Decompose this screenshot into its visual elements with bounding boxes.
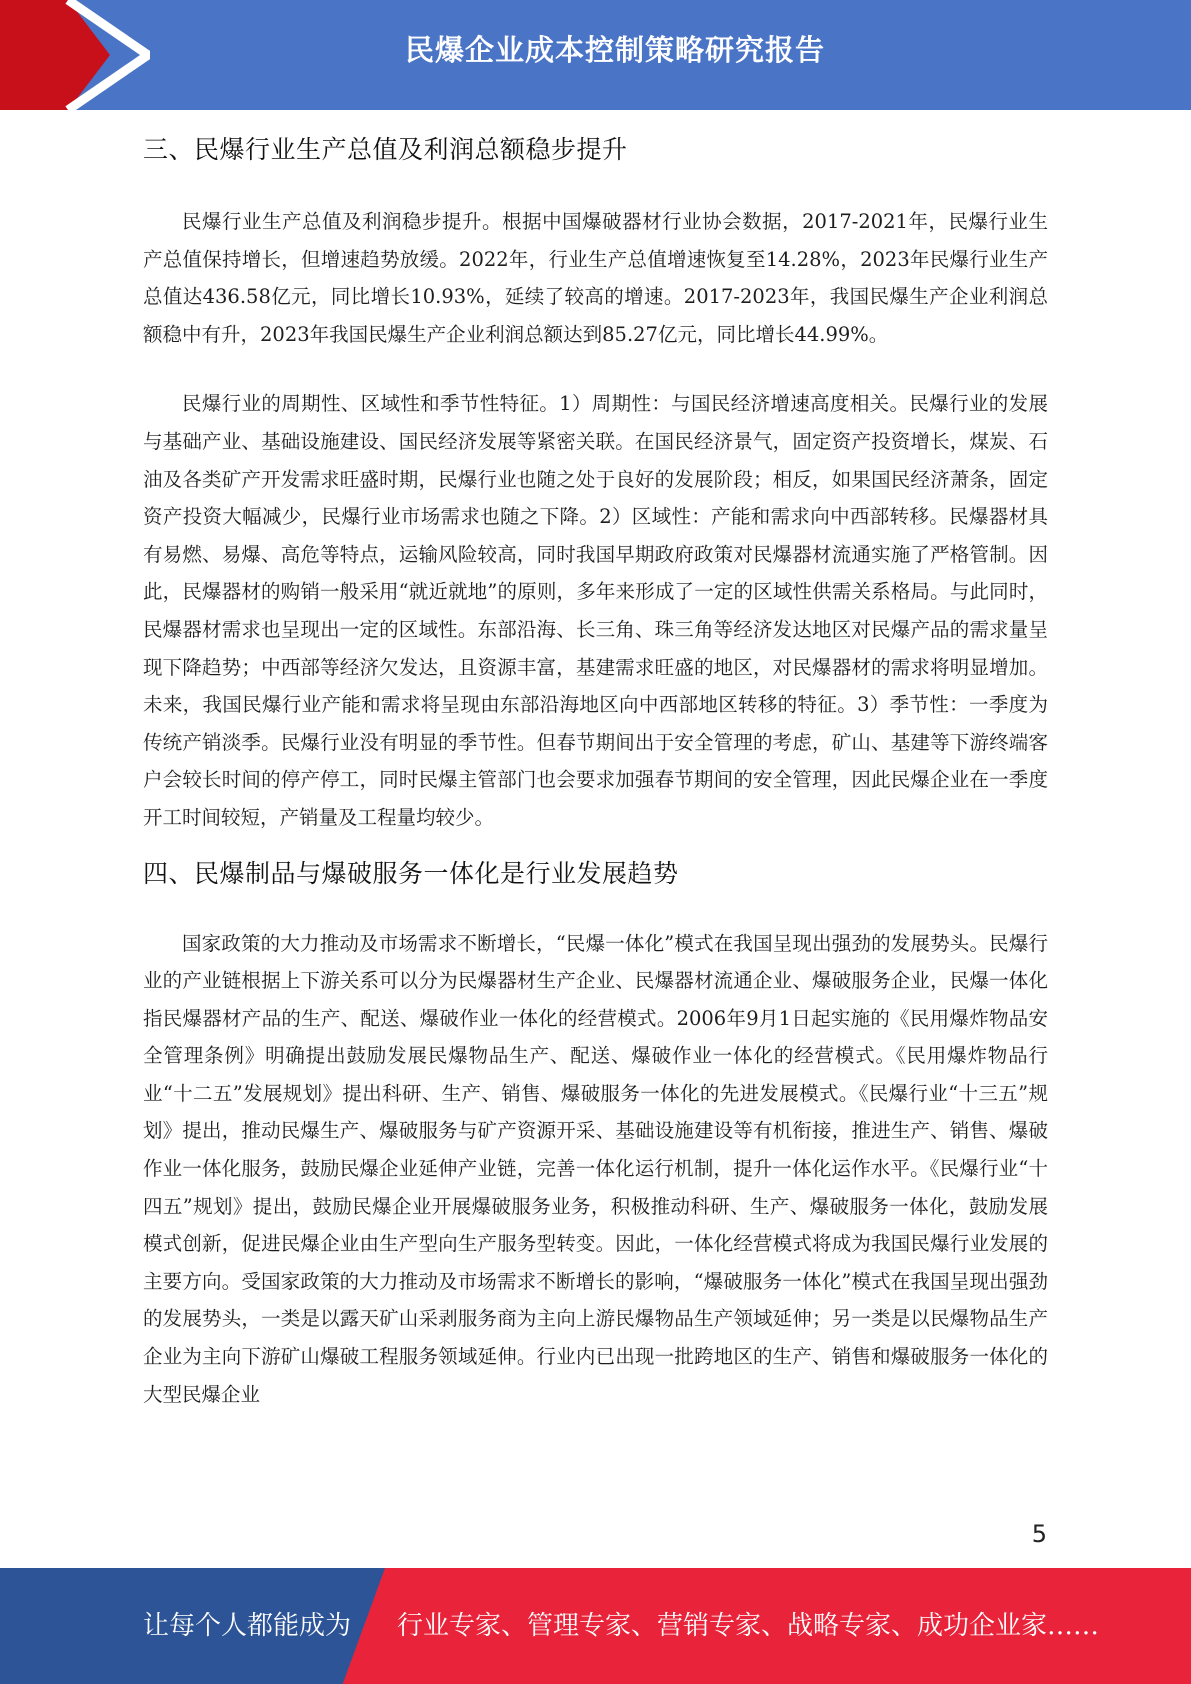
body-paragraph: 民爆行业的周期性、区域性和季节性特征。1）周期性：与国民经济增速高度相关。民爆行业的发展与基础产业、基础设施建设、国民经济发展等紧密关联。在国民经济景气，固定资产投资增长，煤炭、石油及各类矿产开发需求旺盛时期，民爆行业也随之处于良好的发展阶段；相反，如果国民经济萧条，固定资产投资大幅减少，民爆行业市场需求也随之下降。2）区域性：产能和需求向中西部转移。民爆器材具有易燃、易爆、高危等特点，运输风险较高，同时我国早期政府政策对民爆器材流通实施了严格管制。因此，民爆器材的购销一般采用“就近就地”的原则，多年来形成了一定的区域性供需关系格局。与此同时，民爆器材需求也呈现出一定的区域性。东部沿海、长三角、珠三角等经济发达地区对民爆产品的需求量呈现下降趋势；中西部等经济欠发达，且资源丰富，基建需求旺盛的地区，对民爆器材的需求将明显增加。未来，我国民爆行业产能和需求将呈现由东部沿海地区向中西部地区转移的特征。3）季节性：一季度为传统产销淡季。民爆行业没有明显的季节性。但春节期间出于安全管理的考虑，矿山、基建等下游终端客户会较长时间的停产停工，同时民爆主管部门也会要求加强春节期间的安全管理，因此民爆企业在一季度开工时间较短，产销量及工程量均较少。 [143, 392, 1048, 829]
page-header [0, 0, 1191, 110]
section-heading: 三、民爆行业生产总值及利润总额稳步提升 [143, 135, 628, 164]
footer-slogan-left: 让每个人都能成为 [143, 1611, 352, 1641]
page-footer [0, 1568, 1191, 1684]
body-paragraph: 国家政策的大力推动及市场需求不断增长，“民爆一体化”模式在我国呈现出强劲的发展势头。民爆行业的产业链根据上下游关系可以分为民爆器材生产企业、民爆器材流通企业、爆破服务企业，民爆一体化指民爆器材产品的生产、配送、爆破作业一体化的经营模式。2006年9月1日起实施的《民用爆炸物品安全管理条例》明确提出鼓励发展民爆物品生产、配送、爆破作业一体化的经营模式。《民用爆炸物品行业“十二五”发展规划》提出科研、生产、销售、爆破服务一体化的先进发展模式。《民爆行业“十三五”规划》提出，推动民爆生产、爆破服务与矿产资源开采、基础设施建设等有机衔接，推进生产、销售、爆破作业一体化服务，鼓励民爆企业延伸产业链，完善一体化运行机制，提升一体化运作水平。《民爆行业“十四五”规划》提出，鼓励民爆企业开展爆破服务业务，积极推动科研、生产、爆破服务一体化，鼓励发展模式创新，促进民爆企业由生产型向生产服务型转变。因此，一体化经营模式将成为我国民爆行业发展的主要方向。受国家政策的大力推动及市场需求不断增长的影响，“爆破服务一体化”模式在我国呈现出强劲的发展势头，一类是以露天矿山采剥服务商为主向上游民爆物品生产领域延伸；另一类是以民爆物品生产企业为主向下游矿山爆破工程服务领域延伸。行业内已出现一批跨地区的生产、销售和爆破服务一体化的大型民爆企业 [143, 931, 1048, 1406]
section-heading: 四、民爆制品与爆破服务一体化是行业发展趋势 [143, 858, 679, 888]
footer-slogan-right: 行业专家、管理专家、营销专家、战略专家、成功企业家…… [397, 1611, 1100, 1641]
header-chevron-icon [0, 0, 150, 110]
body-paragraph: 民爆行业生产总值及利润稳步提升。根据中国爆破器材行业协会数据，2017-2021年，民爆行业生产总值保持增长，但增速趋势放缓。2022年，行业生产总值增速恢复至14.28%，2023年民爆行业生产总值达436.58亿元，同比增长10.93%，延续了较高的增速。2017-2023年，我国民爆生产企业利润总额稳中有升，2023年我国民爆生产企业利润总额达到85.27亿元，同比增长44.99%。 [143, 210, 1048, 346]
report-title: 民爆企业成本控制策略研究报告 [404, 33, 825, 67]
page-content [143, 125, 1048, 1413]
page-number: 5 [1031, 1520, 1047, 1548]
